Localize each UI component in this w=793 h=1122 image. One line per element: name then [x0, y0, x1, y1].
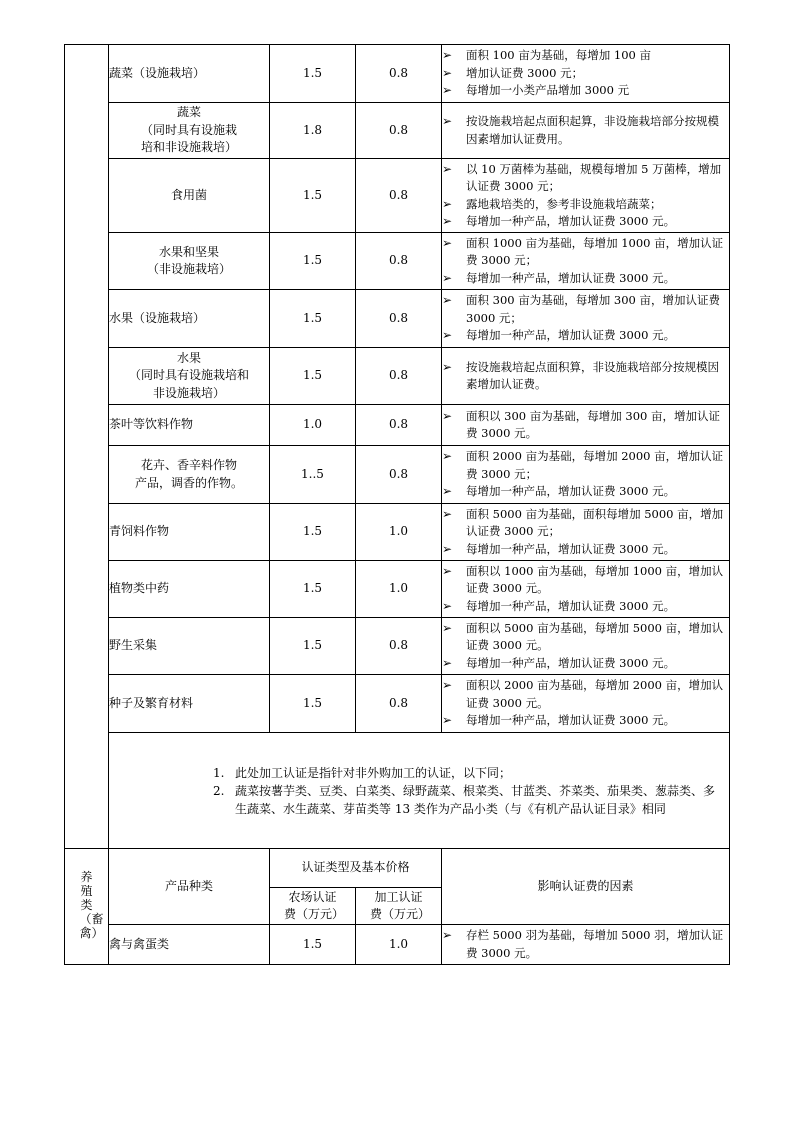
- arrow-bullet-icon: ➢: [442, 83, 453, 98]
- factor-item: ➢ 按设施栽培起点面积起算，非设施栽培部分按规模因素增加认证费用。: [442, 114, 719, 146]
- proc-fee: 1.0: [356, 925, 442, 965]
- note-item: 2. 蔬菜按薯芋类、豆类、白菜类、绿野蔬菜、根菜类、甘蓝类、芥菜类、茄果类、葱蒜类、多生蔬菜、水生蔬菜、芽苗类等 13 类作为产品小类（与《有机产品认证目录》相同: [213, 783, 716, 816]
- fee-factors: [442, 45, 730, 103]
- factor-item: ➢ 面积以 5000 亩为基础，每增加 5000 亩，增加认证费 3000 元。: [442, 620, 724, 653]
- fee-factors: [442, 233, 730, 290]
- arrow-bullet-icon: ➢: [442, 235, 453, 250]
- product-name: 禽与禽蛋类: [109, 925, 270, 965]
- farm-fee: 1.0: [270, 405, 356, 446]
- proc-fee: 1.0: [356, 561, 442, 618]
- header-farm-fee: 农场认证费（万元）: [270, 888, 356, 925]
- farm-fee: 1.5: [270, 233, 356, 290]
- table-row: [65, 159, 730, 233]
- fee-factors: [442, 290, 730, 348]
- table-row: [65, 618, 730, 675]
- product-name: 青饲料作物: [109, 504, 270, 561]
- farm-fee: 1.5: [270, 504, 356, 561]
- arrow-bullet-icon: ➢: [442, 270, 453, 285]
- proc-fee: 0.8: [356, 233, 442, 290]
- product-name: 食用菌: [109, 159, 270, 233]
- product-name: 水果和坚果 （非设施栽培）: [109, 233, 270, 290]
- factor-item: ➢ 每增加一种产品，增加认证费 3000 元。: [442, 213, 729, 231]
- product-name: 蔬菜（设施栽培）: [109, 45, 270, 103]
- animal-category-label: 养殖类（畜禽）: [79, 870, 104, 941]
- certification-fee-table: [64, 44, 730, 965]
- fee-factors: [442, 561, 730, 618]
- header-factor: 影响认证费的因素: [442, 849, 730, 925]
- fee-factors: [442, 675, 730, 733]
- farm-fee: 1.5: [270, 618, 356, 675]
- arrow-bullet-icon: ➢: [442, 713, 453, 728]
- factor-item: ➢ 以 10 万菌棒为基础，规模每增加 5 万菌棒，增加认证费 3000 元；: [442, 161, 722, 193]
- farm-fee: 1.5: [270, 290, 356, 348]
- arrow-bullet-icon: ➢: [442, 359, 453, 374]
- table-row: [65, 103, 730, 159]
- factor-item: ➢ 每增加一种产品，增加认证费 3000 元。: [442, 712, 729, 730]
- plant-category-cell: [65, 45, 109, 849]
- proc-fee: 0.8: [356, 405, 442, 446]
- proc-fee: 0.8: [356, 159, 442, 233]
- factor-item: ➢ 每增加一种产品，增加认证费 3000 元。: [442, 655, 729, 673]
- farm-fee: 1.5: [270, 925, 356, 965]
- fee-factors: [442, 103, 730, 159]
- factor-item: ➢ 每增加一种产品，增加认证费 3000 元。: [442, 270, 729, 288]
- farm-fee: 1.5: [270, 159, 356, 233]
- fee-factors: [442, 405, 730, 446]
- farm-fee: 1.5: [270, 675, 356, 733]
- table-row: [65, 675, 730, 733]
- factor-item: ➢ 面积以 2000 亩为基础，每增加 2000 亩，增加认证费 3000 元。: [442, 678, 724, 710]
- arrow-bullet-icon: ➢: [442, 48, 453, 63]
- factor-item: ➢ 每增加一种产品，增加认证费 3000 元。: [442, 598, 729, 616]
- table-row: [65, 925, 730, 965]
- arrow-bullet-icon: ➢: [442, 928, 453, 942]
- factor-item: ➢ 面积 100 亩为基础，每增加 100 亩: [442, 47, 729, 65]
- arrow-bullet-icon: ➢: [442, 506, 453, 521]
- table-row: [65, 45, 730, 103]
- proc-fee: 0.8: [356, 446, 442, 504]
- farm-fee: 1..5: [270, 446, 356, 504]
- notes-cell: [109, 733, 730, 849]
- product-name: 水果（设施栽培）: [109, 290, 270, 348]
- fee-factors: [442, 348, 730, 405]
- arrow-bullet-icon: ➢: [442, 214, 453, 228]
- arrow-bullet-icon: ➢: [442, 563, 453, 578]
- proc-fee: 1.0: [356, 504, 442, 561]
- factor-item: ➢ 面积 5000 亩为基础，面积每增加 5000 亩，增加认证费 3000 元；: [442, 506, 724, 539]
- arrow-bullet-icon: ➢: [442, 293, 453, 308]
- proc-fee: 0.8: [356, 45, 442, 103]
- header-product: 产品种类: [109, 849, 270, 925]
- arrow-bullet-icon: ➢: [442, 65, 453, 80]
- product-name: 蔬菜 （同时具有设施栽 培和非设施栽培）: [109, 103, 270, 159]
- factor-item: ➢ 每增加一种产品，增加认证费 3000 元。: [442, 483, 729, 501]
- animal-category-cell: [65, 849, 109, 965]
- animal-section: [65, 849, 730, 965]
- product-name: 种子及繁育材料: [109, 675, 270, 733]
- factor-item: ➢ 每增加一种产品，增加认证费 3000 元。: [442, 541, 729, 559]
- table-row: [65, 446, 730, 504]
- factor-item: ➢ 按设施栽培起点面积算，非设施栽培部分按规模因素增加认证费。: [442, 359, 719, 391]
- factor-item: ➢ 存栏 5000 羽为基础，每增加 5000 羽，增加认证费 3000 元。: [442, 928, 724, 960]
- fee-factors: [442, 618, 730, 675]
- table-row: [65, 561, 730, 618]
- factor-item: ➢ 面积 2000 亩为基础，每增加 2000 亩，增加认证费 3000 元；: [442, 449, 724, 481]
- table-row: [65, 233, 730, 290]
- note-item: 1. 此处加工认证是指针对非外购加工的认证，以下同；: [213, 765, 512, 780]
- fee-factors: [442, 504, 730, 561]
- factor-item: ➢ 面积 300 亩为基础，每增加 300 亩，增加认证费 3000 元；: [442, 293, 721, 325]
- arrow-bullet-icon: ➢: [442, 408, 453, 423]
- factor-item: ➢ 面积 1000 亩为基础，每增加 1000 亩，增加认证费 3000 元；: [442, 235, 724, 268]
- animal-header-row: [65, 849, 730, 888]
- fee-factors: [442, 446, 730, 504]
- farm-fee: 1.5: [270, 45, 356, 103]
- arrow-bullet-icon: ➢: [442, 678, 453, 693]
- proc-fee: 0.8: [356, 103, 442, 159]
- arrow-bullet-icon: ➢: [442, 620, 453, 635]
- proc-fee: 0.8: [356, 290, 442, 348]
- product-name: 植物类中药: [109, 561, 270, 618]
- factor-item: ➢ 面积以 1000 亩为基础，每增加 1000 亩，增加认证费 3000 元。: [442, 563, 724, 596]
- product-name: 茶叶等饮料作物: [109, 405, 270, 446]
- header-proc-fee: 加工认证费（万元）: [356, 888, 442, 925]
- product-name: 水果 （同时具有设施栽培和 非设施栽培）: [109, 348, 270, 405]
- factor-item: ➢ 面积以 300 亩为基础，每增加 300 亩，增加认证费 3000 元。: [442, 408, 721, 440]
- proc-fee: 0.8: [356, 675, 442, 733]
- table-row: [65, 504, 730, 561]
- fee-factors: [442, 925, 730, 965]
- proc-fee: 0.8: [356, 348, 442, 405]
- fee-factors: [442, 159, 730, 233]
- arrow-bullet-icon: ➢: [442, 328, 453, 343]
- farm-fee: 1.5: [270, 348, 356, 405]
- arrow-bullet-icon: ➢: [442, 114, 453, 128]
- factor-item: ➢ 增加认证费 3000 元；: [442, 65, 729, 83]
- factor-item: ➢ 露地栽培类的，参考非设施栽培蔬菜；: [442, 196, 729, 214]
- table-row: [65, 348, 730, 405]
- proc-fee: 0.8: [356, 618, 442, 675]
- product-name: 野生采集: [109, 618, 270, 675]
- table-row: [65, 405, 730, 446]
- product-name: 花卉、香辛料作物 产品，调香的作物。: [109, 446, 270, 504]
- factor-item: ➢ 每增加一小类产品增加 3000 元: [442, 82, 729, 100]
- table-row: [65, 290, 730, 348]
- header-type-price: 认证类型及基本价格: [270, 849, 442, 888]
- notes-row: [65, 733, 730, 849]
- farm-fee: 1.8: [270, 103, 356, 159]
- arrow-bullet-icon: ➢: [442, 484, 453, 499]
- arrow-bullet-icon: ➢: [442, 161, 453, 176]
- arrow-bullet-icon: ➢: [442, 196, 453, 211]
- farm-fee: 1.5: [270, 561, 356, 618]
- arrow-bullet-icon: ➢: [442, 655, 453, 670]
- arrow-bullet-icon: ➢: [442, 541, 453, 556]
- factor-item: ➢ 每增加一种产品，增加认证费 3000 元。: [442, 327, 729, 345]
- plant-section: [65, 45, 730, 849]
- arrow-bullet-icon: ➢: [442, 449, 453, 464]
- arrow-bullet-icon: ➢: [442, 598, 453, 613]
